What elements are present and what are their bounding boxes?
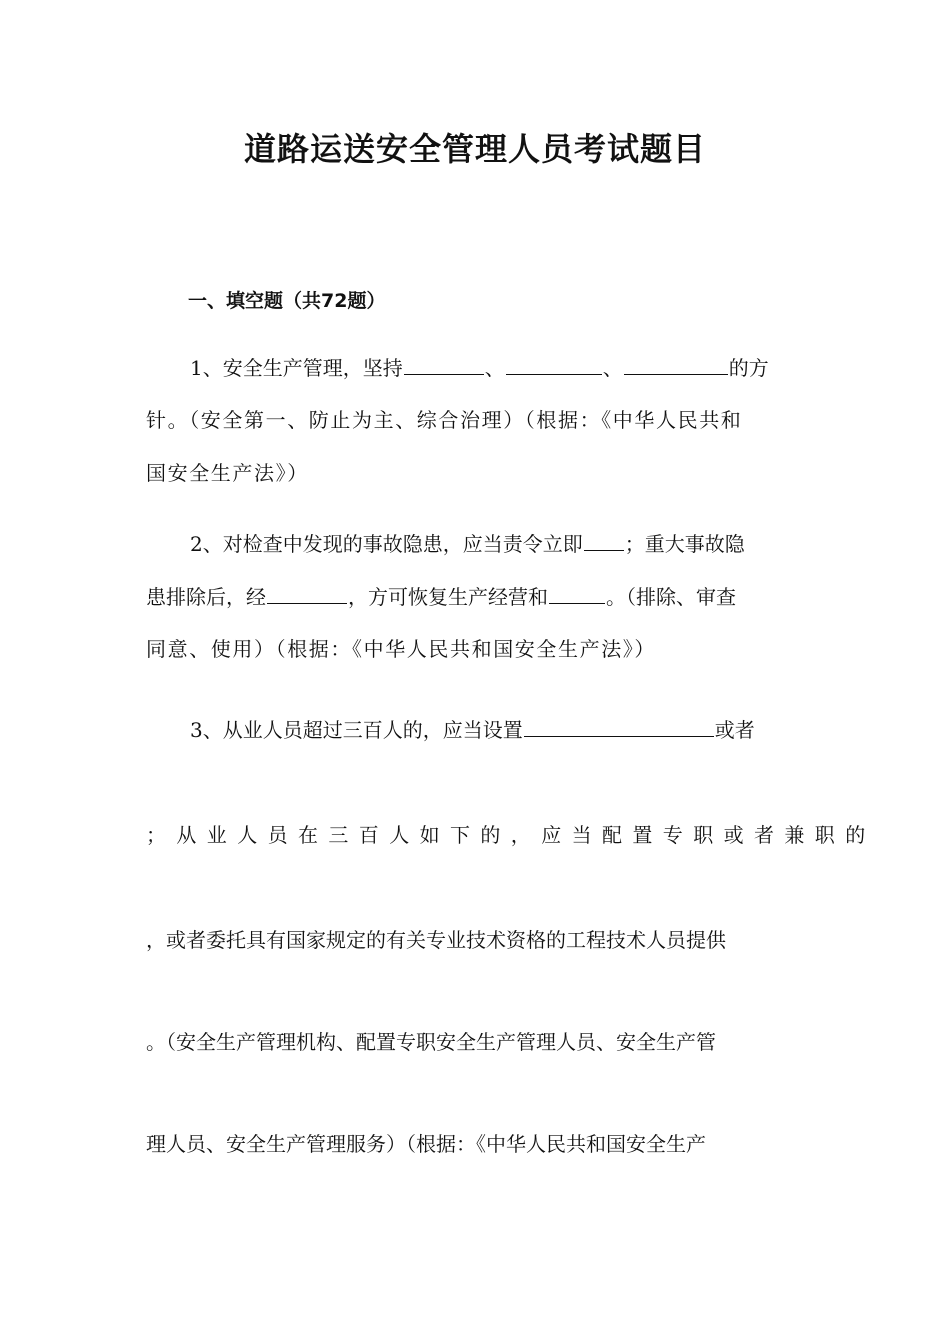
q3-text-a: 3、从业人员超过三百人的，应当设置 [190,718,523,742]
q1-blank-2 [506,354,602,375]
q1-line-3: 国安全生产法》） [146,461,309,485]
q3-line-5: 理人员、安全生产管理服务）（根据：《中华人民共和国安全生产 [146,1132,706,1156]
q1-sep-2: 、 [602,356,623,380]
q3-line-1 [146,716,850,744]
q2-blank-3 [549,583,605,604]
page-title: 道路运送安全管理人员考试题目 [243,130,706,168]
section-heading: 一、填空题（共72题） [188,290,386,312]
q3-text-b: 或者 [714,718,755,742]
q3-line-4: 。（安全生产管理机构、配置专职安全生产管理人员、安全生产管 [146,1030,716,1054]
q2-text-a: 2、对检查中发现的事故隐患，应当责令立即 [190,532,583,556]
q1-text-a: 1、安全生产管理，坚持 [190,356,403,380]
q2-blank-2 [267,583,347,604]
q2-blank-1 [584,530,624,551]
q1-blank-1 [404,354,484,375]
q2-text-c: 患排除后，经 [146,585,266,609]
q3-line-3: ，或者委托具有国家规定的有关专业技术资格的工程技术人员提供 [146,928,726,952]
q2-line-3: 同意、使用）（根据：《中华人民共和国安全生产法》） [146,637,656,661]
q1-line-1 [146,354,850,382]
q2-text-e: 。（排除、审查 [606,585,736,609]
q3-blank-1 [524,716,714,737]
q1-blank-3 [624,354,728,375]
q2-text-d: ，方可恢复生产经营和 [348,585,548,609]
q3-line-2: ；从业人员在三百人如下的，应当配置专职或者兼职的 [146,823,876,847]
q2-line-2 [146,583,806,611]
q2-line-1 [146,530,850,558]
q1-sep-1: 、 [484,356,505,380]
q1-text-end: 的方 [728,356,769,380]
q2-text-b: ；重大事故隐 [624,532,745,556]
q1-line-2: 针。（安全第一、防止为主、综合治理）（根据：《中华人民共和 [146,408,743,432]
